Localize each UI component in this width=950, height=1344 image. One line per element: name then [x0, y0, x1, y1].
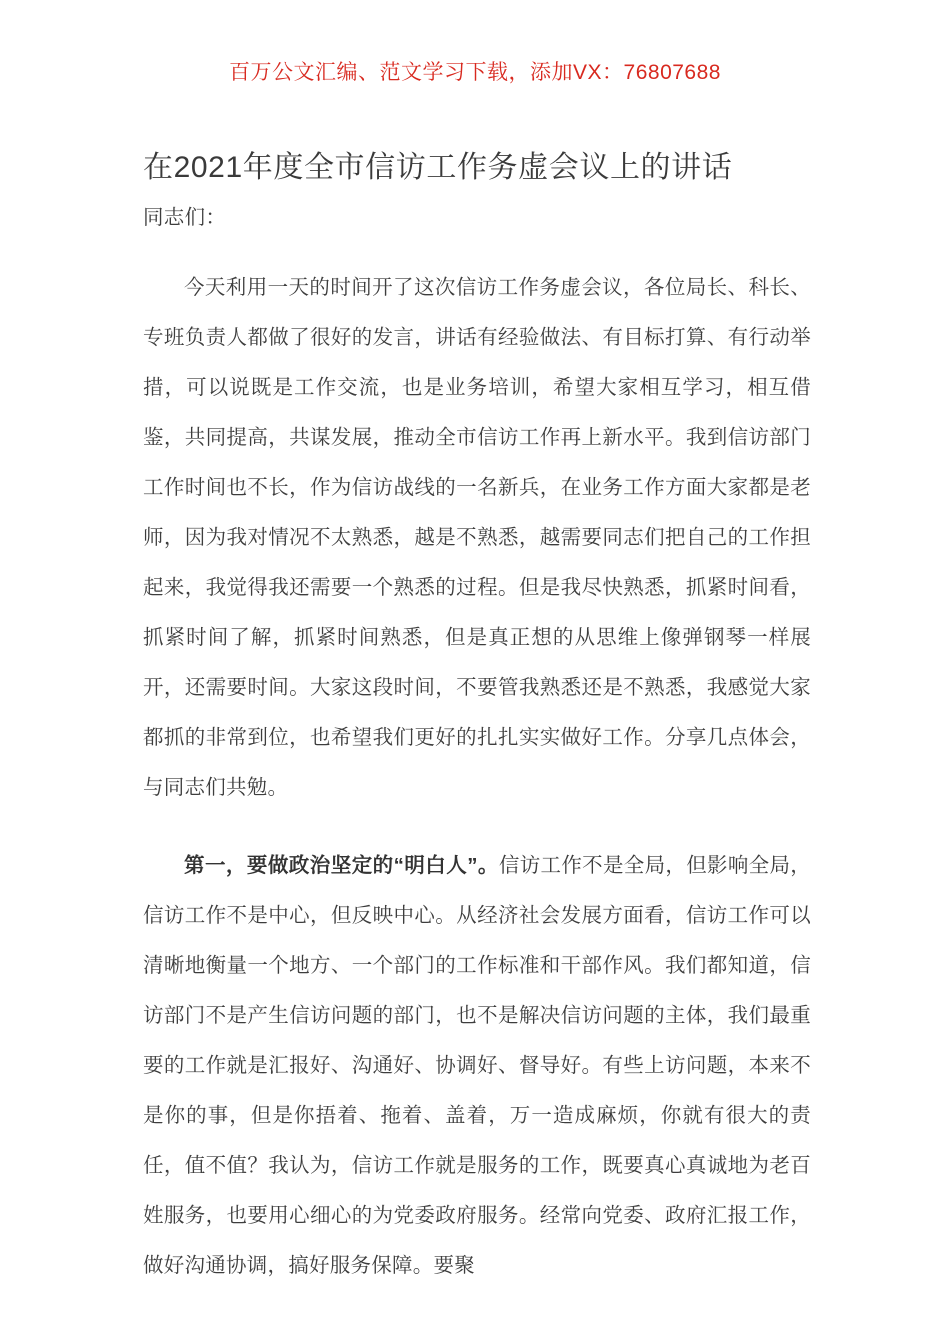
paragraph-opening: 今天利用一天的时间开了这次信访工作务虚会议，各位局长、科长、专班负责人都做了很好的发言，讲话有经验做法、有目标打算、有行动举措，可以说既是工作交流，也是业务培训，希望大家相互学习，相互借鉴，共同提高，共谋发展，推动全市信访工作再上新水平。我到信访部门工作时间也不长，作为信访战线的一名新兵，在业务工作方面大家都是老师，因为我对情况不太熟悉，越是不熟悉，越需要同志们把自己的工作担起来，我觉得我还需要一个熟悉的过程。但是我尽快熟悉，抓紧时间看，抓紧时间了解，抓紧时间熟悉，但是真正想的从思维上像弹钢琴一样展开，还需要时间。大家这段时间，不要管我熟悉还是不熟悉，我感觉大家都抓的非常到位，也希望我们更好的扎扎实实做好工作。分享几点体会，与同志们共勉。 [143, 276, 811, 800]
paragraph-point-one-lead: 第一，要做政治坚定的“明白人”。 [184, 854, 499, 878]
document-body [143, 148, 811, 1291]
salutation: 同志们： [143, 205, 227, 229]
paragraph-point-one [143, 841, 811, 1291]
paragraph-point-one-text: 信访工作不是全局，但影响全局，信访工作不是中心，但反映中心。从经济社会发展方面看，信访工作可以清晰地衡量一个地方、一个部门的工作标准和干部作风。我们都知道，信访部门不是产生信访问题的部门，也不是解决信访问题的主体，我们最重要的工作就是汇报好、沟通好、协调好、督导好。有些上访问题，本来不是你的事，但是你捂着、拖着、盖着，万一造成麻烦，你就有很大的责任，值不值？我认为，信访工作就是服务的工作，既要真心真诚地为老百姓服务，也要用心细心的为党委政府服务。经常向党委、政府汇报工作，做好沟通协调，搞好服务保障。要聚 [143, 854, 812, 1278]
promo-banner: 百万公文汇编、范文学习下载，添加VX：76807688 [229, 61, 721, 84]
page-title: 在2021年度全市信访工作务虚会议上的讲话 [143, 151, 733, 184]
